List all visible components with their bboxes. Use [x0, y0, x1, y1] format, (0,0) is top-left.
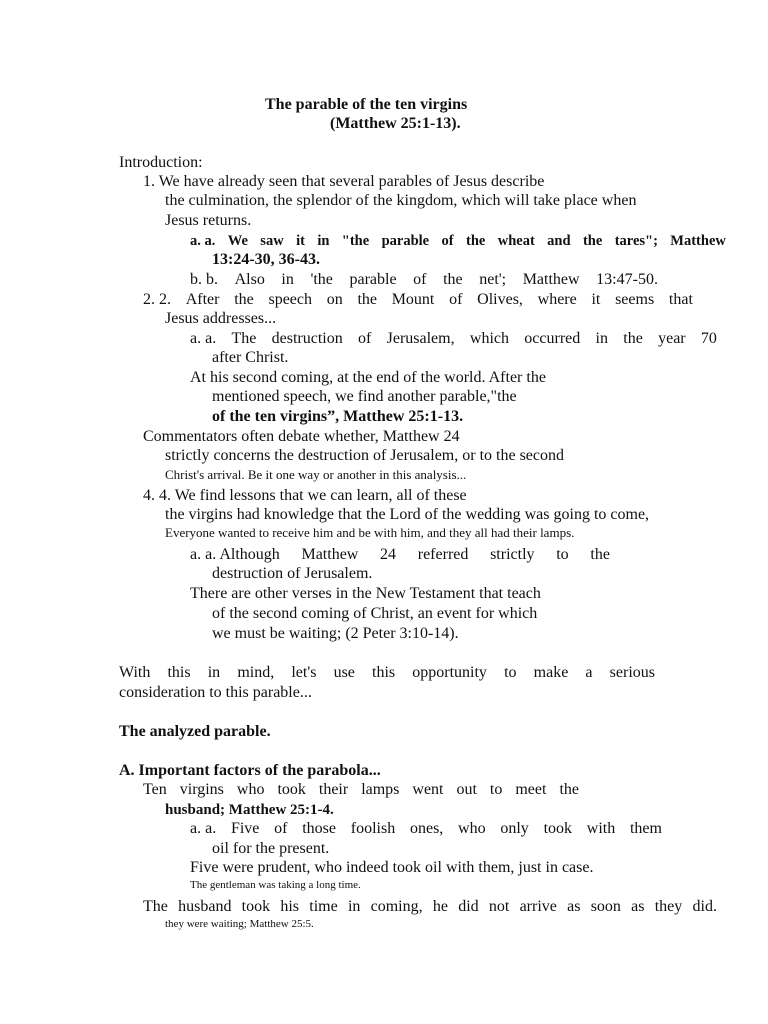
page-title: The parable of the ten virgins — [265, 96, 468, 113]
item2-cont-line3: of the ten virgins”, Matthew 25:1-13. — [212, 408, 464, 425]
closing-line1: With this in mind, let's use this opportunity to make a serious — [119, 664, 655, 681]
item2-line2: Jesus addresses... — [165, 310, 277, 327]
item1-line2: the culmination, the splendor of the kingdom, which will take place when — [165, 192, 637, 209]
item1-sub-a-line1: a. a. We saw it in "the parable of the wheat and the tares"; Matthew — [190, 233, 726, 249]
section-a-gentleman: The gentleman was taking a long time. — [190, 879, 361, 891]
item2-sub-a-line2: after Christ. — [212, 349, 289, 366]
item4-cont-line2: of the second coming of Christ, an event for which — [212, 605, 538, 622]
commentators-line1: Commentators often debate whether, Matthew 24 — [143, 428, 460, 445]
item4-sub-a-line1: a. a. Although Matthew 24 referred strictly to the — [190, 546, 610, 563]
intro-heading: Introduction: — [119, 154, 203, 171]
item4-cont-line1: There are other verses in the New Testament that teach — [190, 585, 541, 602]
item4-line3: Everyone wanted to receive him and be with him, and they all had their lamps. — [165, 525, 575, 540]
item4-line1: 4. 4. We find lessons that we can learn, all of these — [143, 487, 467, 504]
section-a-sub-a-line1: a. a. Five of those foolish ones, who only took with them — [190, 820, 662, 837]
section-a-husband-line1: The husband took his time in coming, he did not arrive as soon as they did. — [143, 898, 717, 915]
item1-sub-b: b. b. Also in 'the parable of the net'; Matthew 13:47-50. — [190, 271, 658, 288]
section-a-sub-a-line2: oil for the present. — [212, 840, 330, 857]
section-a-line1: Ten virgins who took their lamps went out to meet the — [143, 781, 579, 798]
item2-cont-line2: mentioned speech, we find another parable,"the — [212, 388, 517, 405]
section-a-heading: A. Important factors of the parabola... — [119, 762, 381, 779]
item4-sub-a-line2: destruction of Jerusalem. — [212, 565, 373, 582]
item1-line3: Jesus returns. — [165, 212, 252, 229]
analyzed-heading: The analyzed parable. — [119, 723, 271, 740]
commentators-line2: strictly concerns the destruction of Jerusalem, or to the second — [165, 447, 564, 464]
item4-line2: the virgins had knowledge that the Lord of the wedding was going to come, — [165, 506, 650, 523]
item1-line1: 1. We have already seen that several parables of Jesus describe — [143, 173, 545, 190]
commentators-line3: Christ's arrival. Be it one way or another in this analysis... — [165, 467, 467, 482]
item2-cont-line1: At his second coming, at the end of the world. After the — [190, 369, 546, 386]
item4-cont-line3: we must be waiting; (2 Peter 3:10-14). — [212, 625, 459, 642]
section-a-prudent: Five were prudent, who indeed took oil with them, just in case. — [190, 859, 594, 876]
item2-line1: 2. 2. After the speech on the Mount of Olives, where it seems that — [143, 291, 693, 308]
section-a-husband-line2: they were waiting; Matthew 25:5. — [165, 918, 314, 930]
page-subtitle: (Matthew 25:1-13). — [330, 115, 461, 132]
section-a-line2: husband; Matthew 25:1-4. — [165, 802, 334, 818]
item1-sub-a-line2: 13:24-30, 36-43. — [212, 251, 320, 268]
closing-line2: consideration to this parable... — [119, 684, 312, 701]
item2-sub-a-line1: a. a. The destruction of Jerusalem, which occurred in the year 70 — [190, 330, 717, 347]
